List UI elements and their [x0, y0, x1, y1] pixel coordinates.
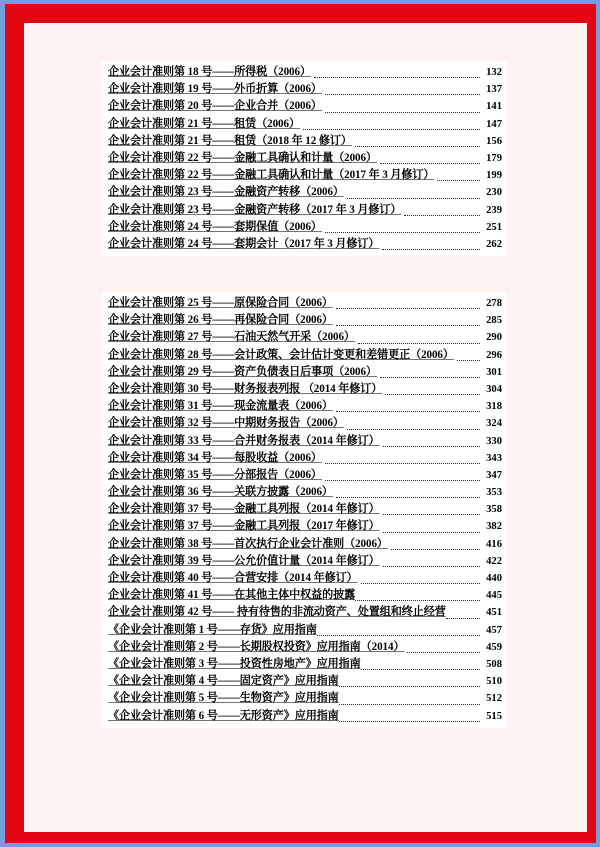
- toc-entry-title: 企业会计准则第 27 号——石油天然气开采（2006）: [108, 331, 355, 344]
- toc-dot-leader: [437, 179, 480, 181]
- toc-entry-page-number: 451: [486, 607, 502, 619]
- toc-entry-page-number: 353: [486, 487, 502, 499]
- toc-dot-leader: [382, 248, 480, 250]
- toc-entry-title: 《企业会计准则第 1 号——存货》应用指南: [108, 623, 317, 636]
- toc-dot-leader: [325, 93, 480, 95]
- toc-entry-page-number: 445: [486, 590, 502, 602]
- toc-entry-title: 企业会计准则第 21 号——租赁（2018 年 12 修订）: [108, 134, 352, 147]
- toc-entry[interactable]: [102, 639, 506, 656]
- toc-entry-title: 企业会计准则第 37 号——金融工具列报（2017 年修订）: [108, 520, 380, 533]
- toc-entry-title: 企业会计准则第 20 号——企业合并（2006）: [108, 100, 322, 113]
- toc-entry-page-number: 512: [486, 693, 502, 705]
- toc-entry[interactable]: [102, 501, 506, 518]
- toc-entry[interactable]: [102, 415, 506, 432]
- toc-entry[interactable]: [102, 708, 506, 725]
- toc-dot-leader: [325, 479, 480, 481]
- toc-entry-title: 企业会计准则第 31 号——现金流量表（2006）: [108, 400, 333, 413]
- toc-entry[interactable]: [102, 98, 506, 115]
- toc-entry[interactable]: [102, 536, 506, 553]
- toc-entry-page-number: 382: [486, 521, 502, 533]
- toc-entry[interactable]: [102, 673, 506, 690]
- toc-entry-page-number: 304: [486, 383, 502, 395]
- toc-entry-page-number: 459: [486, 641, 502, 653]
- toc-entry-title: 企业会计准则第 23 号——金融资产转移（2006）: [108, 186, 344, 199]
- toc-entry-page-number: 262: [486, 238, 502, 250]
- toc-block-lower: [102, 292, 506, 728]
- toc-entry[interactable]: [102, 604, 506, 621]
- toc-entry-page-number: 132: [486, 67, 502, 78]
- toc-dot-leader: [358, 342, 480, 344]
- toc-dot-leader: [446, 617, 480, 619]
- toc-dot-leader: [336, 307, 480, 309]
- toc-entry-title: 企业会计准则第 38 号——首次执行企业会计准则（2006）: [108, 537, 388, 550]
- toc-entry-title: 企业会计准则第 29 号——资产负债表日后事项（2006）: [108, 365, 377, 378]
- toc-dot-leader: [347, 428, 480, 430]
- toc-entry[interactable]: [102, 167, 506, 184]
- toc-entry[interactable]: [102, 450, 506, 467]
- toc-dot-leader: [361, 582, 480, 584]
- toc-entry-page-number: 508: [486, 658, 502, 670]
- toc-entry-title: 《企业会计准则第 3 号——投资性房地产》应用指南: [108, 657, 361, 670]
- toc-entry-page-number: 422: [486, 555, 502, 567]
- toc-dot-leader: [325, 111, 480, 113]
- toc-dot-leader: [347, 197, 480, 199]
- toc-dot-leader: [339, 685, 480, 687]
- page-red-border-band: [5, 4, 596, 843]
- toc-entry[interactable]: [102, 484, 506, 501]
- toc-dot-leader: [355, 599, 480, 601]
- toc-entry-title: 企业会计准则第 40 号——合营安排（2014 年修订）: [108, 572, 358, 584]
- toc-dot-leader: [383, 531, 480, 533]
- toc-entry[interactable]: [102, 690, 506, 707]
- toc-dot-leader: [336, 324, 480, 326]
- toc-dot-leader: [391, 548, 480, 550]
- toc-entry-title: 《企业会计准则第 2 号——长期股权投资》应用指南（2014）: [108, 640, 405, 653]
- toc-entry[interactable]: [102, 364, 506, 381]
- toc-entry-page-number: 296: [486, 349, 502, 361]
- toc-entry-page-number: 290: [486, 332, 502, 344]
- toc-entry-title: 《企业会计准则第 6 号——无形资产》应用指南: [108, 709, 339, 722]
- toc-entry-title: 企业会计准则第 39 号——公允价值计量（2014 年修订）: [108, 554, 380, 567]
- toc-entry-title: 企业会计准则第 18 号——所得税（2006）: [108, 66, 311, 78]
- toc-entry[interactable]: [102, 347, 506, 364]
- toc-entry-title: 企业会计准则第 19 号——外币折算（2006）: [108, 83, 322, 96]
- toc-dot-leader: [339, 703, 480, 705]
- toc-dot-leader: [325, 462, 480, 464]
- toc-entry-page-number: 510: [486, 676, 502, 688]
- toc-entry-page-number: 285: [486, 315, 502, 327]
- toc-entry-page-number: 324: [486, 418, 502, 430]
- toc-entry-title: 企业会计准则第 24 号——套期保值（2006）: [108, 220, 322, 233]
- toc-entry-page-number: 440: [486, 573, 502, 584]
- toc-entry[interactable]: [102, 656, 506, 673]
- toc-entry-title: 企业会计准则第 25 号——原保险合同（2006）: [108, 297, 333, 309]
- toc-entry-page-number: 156: [486, 135, 502, 147]
- toc-dot-leader: [317, 634, 480, 636]
- toc-dot-leader: [380, 162, 480, 164]
- toc-entry[interactable]: [102, 116, 506, 133]
- toc-entry-page-number: 179: [486, 152, 502, 164]
- toc-entry[interactable]: [102, 295, 506, 312]
- toc-entry-page-number: 301: [486, 366, 502, 378]
- toc-entry[interactable]: [102, 381, 506, 398]
- toc-dot-leader: [385, 393, 480, 395]
- toc-entry-title: 《企业会计准则第 4 号——固定资产》应用指南: [108, 675, 339, 688]
- toc-entry[interactable]: [102, 312, 506, 329]
- toc-entry[interactable]: [102, 433, 506, 450]
- toc-dot-leader: [383, 565, 480, 567]
- toc-dot-leader: [383, 445, 480, 447]
- toc-entry-title: 企业会计准则第 41 号——在其他主体中权益的披露: [108, 589, 356, 602]
- toc-dot-leader: [404, 214, 480, 216]
- toc-dot-leader: [383, 513, 480, 515]
- toc-entry-page-number: 318: [486, 401, 502, 413]
- toc-entry-page-number: 137: [486, 84, 502, 96]
- toc-entry[interactable]: [102, 398, 506, 415]
- toc-entry[interactable]: [102, 219, 506, 236]
- toc-dot-leader: [314, 76, 480, 78]
- toc-entry-title: 企业会计准则第 35 号——分部报告（2006）: [108, 468, 322, 481]
- toc-entry-page-number: 347: [486, 469, 502, 481]
- toc-dot-leader: [336, 410, 480, 412]
- toc-dot-leader: [355, 145, 480, 147]
- toc-entry-page-number: 358: [486, 504, 502, 516]
- toc-entry[interactable]: [102, 329, 506, 346]
- toc-entry-page-number: 199: [486, 170, 502, 182]
- toc-entry-title: 企业会计准则第 26 号——再保险合同（2006）: [108, 314, 333, 327]
- toc-dot-leader: [457, 359, 480, 361]
- toc-entry-title: 企业会计准则第 33 号——合并财务报表（2014 年修订）: [108, 434, 380, 447]
- toc-entry-page-number: 278: [486, 298, 502, 309]
- toc-dot-leader: [336, 496, 480, 498]
- toc-entry[interactable]: [102, 184, 506, 201]
- toc-dot-leader: [303, 128, 480, 130]
- toc-entry-page-number: 343: [486, 452, 502, 464]
- toc-entry-title: 企业会计准则第 32 号——中期财务报告（2006）: [108, 417, 344, 430]
- toc-entry-page-number: 147: [486, 118, 502, 130]
- toc-dot-leader: [339, 720, 480, 722]
- toc-entry-title: 《企业会计准则第 5 号——生物资产》应用指南: [108, 692, 339, 705]
- toc-entry[interactable]: [102, 467, 506, 484]
- toc-entry-page-number: 416: [486, 538, 502, 550]
- toc-entry-page-number: 251: [486, 221, 502, 233]
- toc-entry-title: 企业会计准则第 30 号——财务报表列报 （2014 年修订）: [108, 382, 383, 395]
- toc-entry-page-number: 141: [486, 101, 502, 113]
- toc-entry[interactable]: [102, 622, 506, 639]
- toc-entry[interactable]: [102, 553, 506, 570]
- toc-entry[interactable]: [102, 518, 506, 535]
- toc-entry-page-number: 239: [486, 204, 502, 216]
- toc-entry-title: 企业会计准则第 21 号——租赁（2006）: [108, 117, 300, 130]
- toc-entry[interactable]: [102, 64, 506, 81]
- toc-entry[interactable]: [102, 133, 506, 150]
- toc-entry[interactable]: [102, 81, 506, 98]
- toc-entry[interactable]: [102, 236, 506, 253]
- document-page: [24, 23, 587, 832]
- toc-entry[interactable]: [102, 587, 506, 604]
- toc-entry-page-number: 330: [486, 435, 502, 447]
- toc-entry[interactable]: [102, 202, 506, 219]
- toc-entry-title: 企业会计准则第 23 号——金融资产转移（2017 年 3 月修订）: [108, 203, 402, 216]
- toc-entry-page-number: 230: [486, 187, 502, 199]
- toc-entry-title: 企业会计准则第 42 号—— 持有待售的非流动资产、处置组和终止经营: [108, 606, 446, 619]
- toc-dot-leader: [325, 231, 480, 233]
- toc-entry[interactable]: [102, 150, 506, 167]
- toc-entry-page-number: 457: [486, 624, 502, 636]
- toc-dot-leader: [380, 376, 480, 378]
- toc-entry-title: 企业会计准则第 22 号——金融工具确认和计量（2017 年 3 月修订）: [108, 169, 435, 182]
- toc-entry-title: 企业会计准则第 37 号——金融工具列报（2014 年修订）: [108, 503, 380, 516]
- toc-entry-title: 企业会计准则第 22 号——金融工具确认和计量（2006）: [108, 151, 377, 164]
- toc-entry-title: 企业会计准则第 24 号——套期会计（2017 年 3 月修订）: [108, 237, 380, 250]
- toc-block-upper: [102, 61, 506, 256]
- toc-entry-title: 企业会计准则第 34 号——每股收益（2006）: [108, 451, 322, 464]
- toc-dot-leader: [361, 668, 480, 670]
- toc-entry-page-number: 515: [486, 710, 502, 722]
- toc-dot-leader: [407, 651, 480, 653]
- toc-entry-title: 企业会计准则第 36 号——关联方披露（2006）: [108, 486, 333, 499]
- toc-entry[interactable]: [102, 570, 506, 587]
- toc-entry-title: 企业会计准则第 28 号——会计政策、会计估计变更和差错更正（2006）: [108, 348, 454, 361]
